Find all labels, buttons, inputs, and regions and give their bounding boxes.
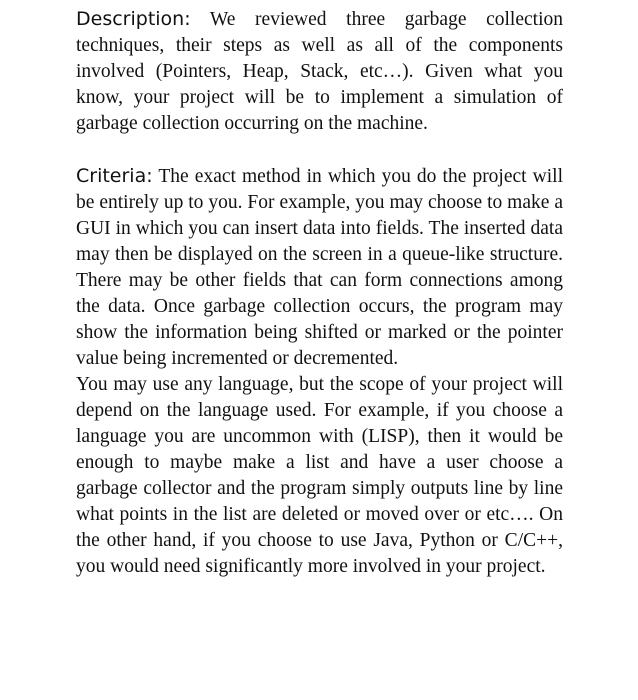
criteria-section bbox=[76, 163, 563, 580]
criteria-paragraph-2 bbox=[76, 372, 563, 580]
description-paragraph bbox=[76, 6, 563, 137]
description-text: We reviewed three garbage collection techniques, their steps as well as all of the components involved (Pointers, Heap, Stack, etc…). Given what you know, your project will be to implement a simulation of garbage collection occurring on the machine. bbox=[76, 9, 563, 134]
criteria-text: The exact method in which you do the project will be entirely up to you. For example, you may choose to make a GUI in which you can insert data into fields. The inserted data may then be displayed on the screen in a queue-like structure. There may be other fields that can form connections among the data. Once garbage collection occurs, the program may show the information being shifted or marked or the pointer value being incremented or decremented. bbox=[76, 166, 564, 369]
assignment-document bbox=[76, 6, 563, 580]
criteria-paragraph bbox=[76, 163, 563, 372]
criteria-text-2: You may use any language, but the scope of your project will depend on the language used. For example, if you choose a language you are uncommon with (LISP), then it would be enough to maybe make a list and have a user choose a garbage collector and the program simply outputs line by line what points in the list are deleted or moved over or etc…. On the other hand, if you choose to use Java, Python or C/C++, you would need significantly more involved in your project. bbox=[76, 374, 563, 577]
description-label: Description: bbox=[76, 8, 191, 30]
description-section bbox=[76, 6, 563, 137]
criteria-label: Criteria: bbox=[76, 165, 153, 187]
